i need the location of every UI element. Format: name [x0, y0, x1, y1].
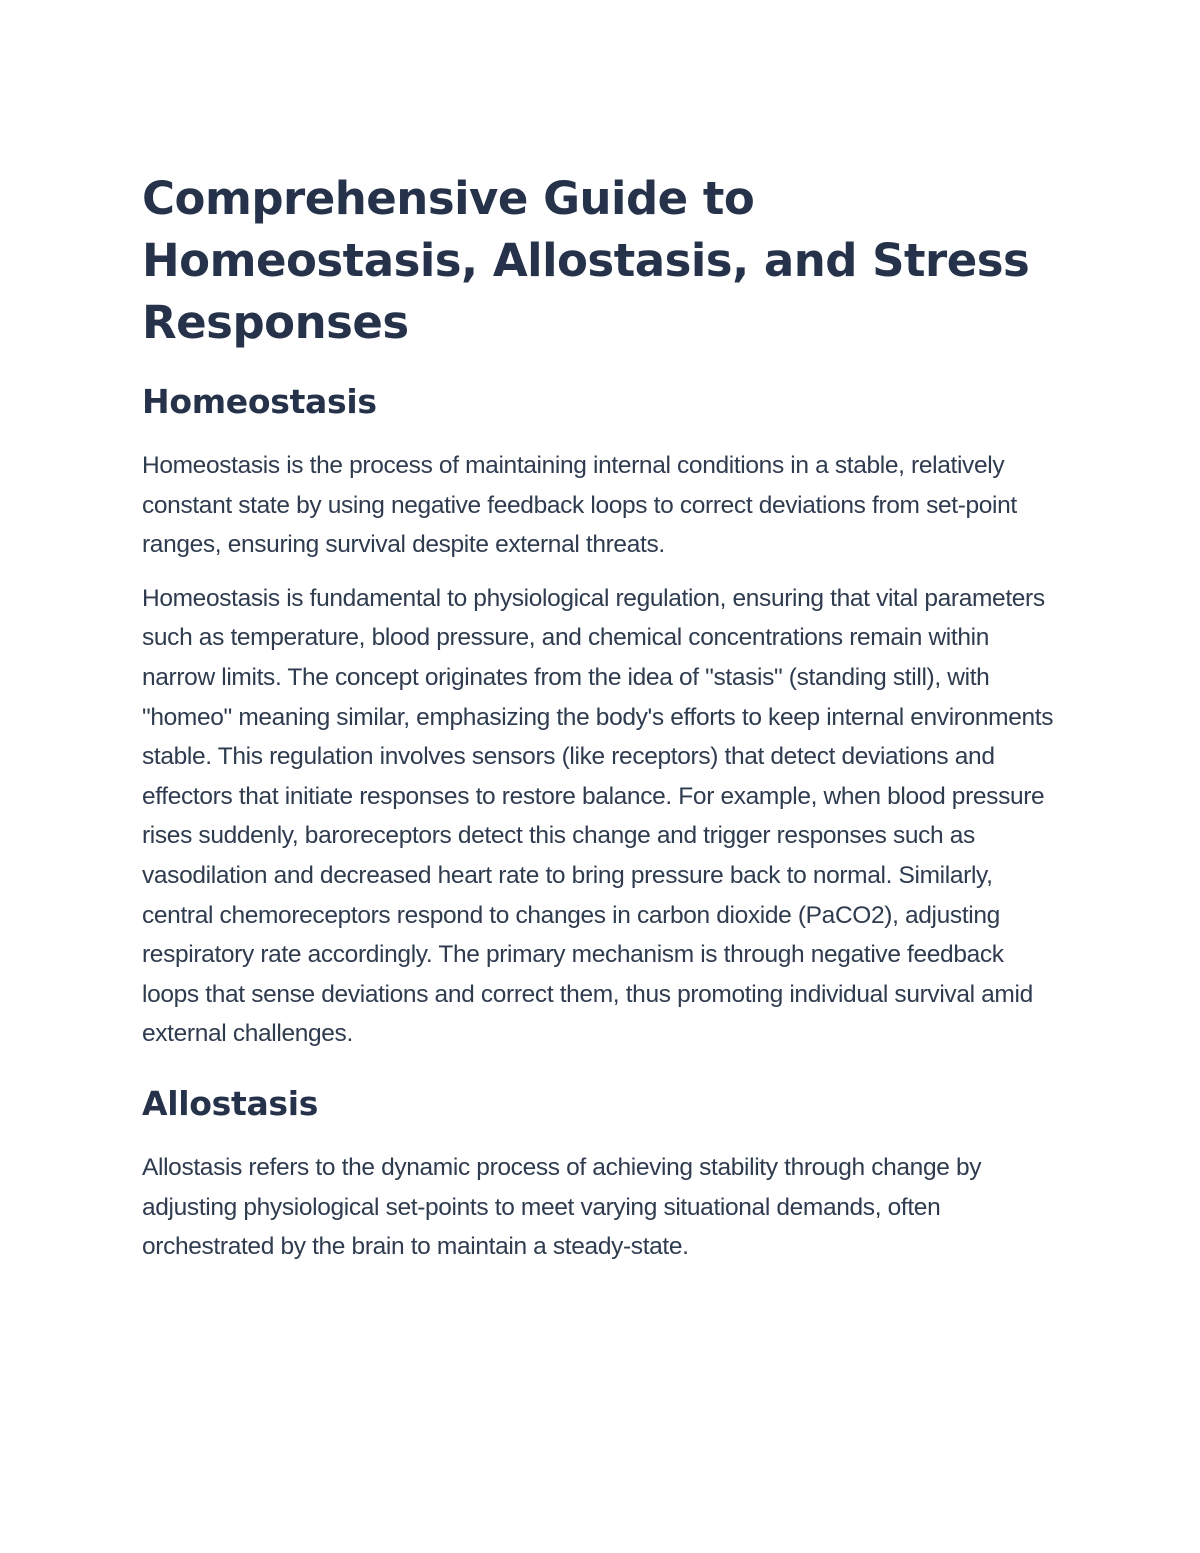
paragraph: Homeostasis is the process of maintaining internal conditions in a stable, relatively constant state by using negative feedback loops to correct deviations from set-point ranges, ensuring survival despite external threats.: [142, 452, 1017, 559]
document-page: [142, 168, 1062, 1281]
section-heading: Allostasis: [142, 1083, 319, 1123]
paragraph: Homeostasis is fundamental to physiological regulation, ensuring that vital parameters such as temperature, blood pressure, and chemical concentrations remain within narrow limits. The concept originates from the idea of "stasis" (standing still), with "homeo" meaning similar, emphasizing the body's efforts to keep internal environments stable. This regulation involves sensors (like receptors) that detect deviations and effectors that initiate responses to restore balance. For example, when blood pressure rises suddenly, baroreceptors detect this change and trigger responses such as vasodilation and decreased heart rate to bring pressure back to normal. Similarly, central chemoreceptors respond to changes in carbon dioxide (PaCO2), adjusting respiratory rate accordingly. The primary mechanism is through negative feedback loops that sense deviations and correct them, thus promoting individual survival amid external challenges.: [142, 584, 1054, 1048]
section-homeostasis: [142, 382, 1062, 1054]
document-title: Comprehensive Guide to Homeostasis, Allostasis, and Stress Responses: [142, 172, 1030, 349]
section-allostasis: [142, 1084, 1062, 1267]
section-heading: Homeostasis: [142, 382, 377, 421]
paragraph: Allostasis refers to the dynamic process of achieving stability through change by adjusting physiological set-points to meet varying situational demands, often orchestrated by the brain to maintain a steady-state.: [142, 1153, 982, 1261]
